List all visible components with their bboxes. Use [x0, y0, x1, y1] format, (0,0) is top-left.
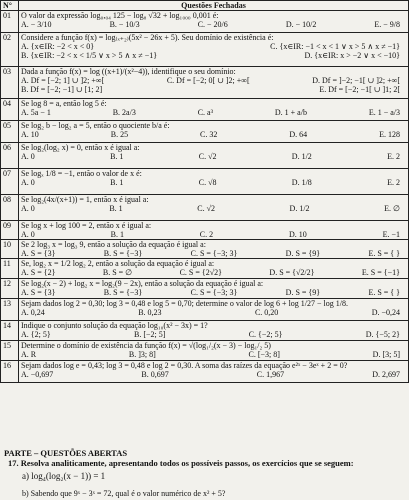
option[interactable]: B. 0,697 [141, 370, 169, 379]
question-number: 01 [1, 11, 19, 33]
question-number: 16 [1, 361, 19, 383]
option[interactable]: E. Df = [−2; −1[ ∪ ]1; 2[ [319, 85, 400, 94]
option[interactable]: D. 1 + a/b [274, 108, 307, 117]
option[interactable]: D. Df = ]−2; −1[ ∪ ]2; +∞[ [312, 76, 400, 85]
question-row [1, 169, 409, 195]
option[interactable]: E. 128 [379, 130, 400, 139]
question-number: 06 [1, 143, 19, 169]
option[interactable]: A. −0,697 [21, 370, 54, 379]
option[interactable]: C. √8 [198, 178, 217, 187]
question-row [1, 33, 409, 67]
option[interactable]: D. 1/8 [291, 178, 312, 187]
question-statement: Se log x + log 100 = 2, então x é igual a: [21, 221, 152, 230]
question-statement: Dada a função f(x) = log ((x+1)/(x²−4)), identifique o seu domínio: [21, 67, 236, 76]
option[interactable]: A. 5a − 1 [21, 108, 51, 117]
option[interactable]: D. S = {9} [285, 288, 321, 297]
options-row [21, 204, 406, 213]
option[interactable]: D. 10 [288, 230, 307, 239]
question-cell [19, 67, 409, 99]
question-number: 04 [1, 99, 19, 121]
option[interactable]: C. 32 [200, 130, 218, 139]
table-header [1, 1, 409, 11]
question-number: 14 [1, 321, 19, 341]
options-row [21, 288, 406, 297]
question-row [1, 240, 409, 259]
option[interactable]: E. − 9/8 [374, 20, 400, 29]
question-row [1, 361, 409, 383]
section-title: PARTE – QUESTÕES ABERTAS [4, 448, 128, 458]
question-row [1, 279, 409, 299]
question-statement: Se log₂(log₂ x) = 0, então x é igual a: [21, 143, 140, 152]
options-row [21, 108, 406, 117]
question-cell [19, 143, 409, 169]
question-cell [19, 99, 409, 121]
option[interactable]: B. 1 [110, 152, 124, 161]
option[interactable]: C. S = {−3; 3} [190, 288, 238, 297]
option[interactable]: B. S = {−3} [103, 288, 143, 297]
option[interactable]: A. 10 [21, 130, 39, 139]
option[interactable]: A. S = {3} [21, 249, 56, 258]
question-row [1, 299, 409, 321]
header-num: N° [1, 1, 19, 11]
question-number: 12 [1, 279, 19, 299]
option[interactable]: E. S = { } [368, 249, 400, 258]
question-row [1, 99, 409, 121]
option[interactable]: C. [−3; 8] [248, 350, 280, 359]
option[interactable]: C. − 20/6 [197, 20, 228, 29]
question-cell [19, 321, 409, 341]
option[interactable]: E. 2 [387, 152, 400, 161]
question-number: 07 [1, 169, 19, 195]
option[interactable]: A. 0 [21, 178, 35, 187]
question-row [1, 143, 409, 169]
option[interactable]: D. S = {√2/2} [269, 268, 315, 277]
question-row [1, 11, 409, 33]
option[interactable]: B. Df = [−2; −1] ∪ [1; 2] [21, 85, 103, 94]
question-cell [19, 341, 409, 361]
option[interactable]: A. {x∈IR: −2 < x < 0} [21, 42, 95, 51]
question-row [1, 259, 409, 279]
option[interactable]: B. S = {−3} [103, 249, 143, 258]
option[interactable]: B. − 10/3 [109, 20, 140, 29]
options-row [21, 85, 406, 94]
question-statement: O valor da expressão log₀,₀₄ 125 − log₈ √32 + log₁₀₀₀ 0,001 é: [21, 11, 219, 20]
option[interactable]: B. 25 [110, 130, 129, 139]
option[interactable]: C. S = {−3; 3} [190, 249, 238, 258]
question-number: 03 [1, 67, 19, 99]
question-cell [19, 195, 409, 221]
option[interactable]: B. S = ∅ [102, 268, 133, 277]
question-statement: Se log₂(x − 2) + log₂ x = log₂(9 − 2x), então a solução da equação é igual a: [21, 279, 264, 288]
question-statement: Se 2 log₃ x = log₃ 9, então a solução da equação é igual a: [21, 240, 206, 249]
option[interactable]: D. 1/2 [289, 204, 310, 213]
question-row [1, 341, 409, 361]
question-number: 15 [1, 341, 19, 361]
option[interactable]: E. ∅ [384, 204, 400, 213]
option[interactable]: B. 1 [110, 230, 124, 239]
question-statement: Indique o conjunto solução da equação log₁₀(x² − 3x) = 1? [21, 321, 208, 330]
question-row [1, 67, 409, 99]
question-cell [19, 361, 409, 383]
option[interactable]: A. − 3/10 [21, 20, 52, 29]
question-cell [19, 259, 409, 279]
question-number: 08 [1, 195, 19, 221]
option[interactable]: C. a³ [197, 108, 213, 117]
option[interactable]: B. 1 [110, 178, 124, 187]
question-cell [19, 221, 409, 240]
options-row [21, 268, 406, 277]
option[interactable]: C. 1,967 [256, 370, 285, 379]
question-number: 13 [1, 299, 19, 321]
option[interactable]: A. 0 [21, 152, 35, 161]
option[interactable]: D. −0,24 [371, 308, 400, 317]
option[interactable]: A. 0 [21, 204, 35, 213]
question-statement: Sejam dados log e = 0,43; log 3 = 0,48 e log 2 = 0,30. A soma das raízes da equação e²ˣ − 3eˣ + 2 = 0? [21, 361, 348, 370]
option[interactable]: B. [−2; 5] [134, 330, 166, 339]
option[interactable]: C. Df = [−2; 0[ ∪ ]2; +∞[ [166, 76, 250, 85]
options-row [21, 76, 406, 85]
question-statement: Se, log₂ x = 1/2 log₂ 2, então a solução da equação é igual a: [21, 259, 215, 268]
options-row [21, 178, 406, 187]
option[interactable]: C. 0,20 [254, 308, 279, 317]
option[interactable]: A. S = {3} [21, 288, 56, 297]
option[interactable]: D. {−5; 2} [365, 330, 400, 339]
option[interactable]: E. S = { } [368, 288, 400, 297]
options-row [21, 51, 406, 60]
question-statement: Determine o domínio de existência da função f(x) = √(log₁/₂(x − 3) − log₁/₂ 5) [21, 341, 271, 350]
option[interactable]: D. 64 [289, 130, 308, 139]
options-row [21, 249, 406, 258]
option[interactable]: D. 1/2 [291, 152, 312, 161]
option[interactable]: C. {−2; 5} [248, 330, 283, 339]
question-cell [19, 299, 409, 321]
question-number: 09 [1, 221, 19, 240]
options-row [21, 330, 406, 339]
question-statement: Se log 8 = a, então log 5 é: [21, 99, 107, 108]
options-row [21, 350, 406, 359]
question-statement: Se logₓ 1/8 = −1, então o valor de x é: [21, 169, 142, 178]
options-row [21, 152, 406, 161]
option[interactable]: A. {2; 5} [21, 330, 51, 339]
question-cell [19, 121, 409, 143]
option[interactable]: A. Df = [−2; 1] ∪ ]2; +∞[ [21, 76, 105, 85]
option[interactable]: C. S = {2√2} [179, 268, 222, 277]
options-row [21, 308, 406, 317]
question-row [1, 221, 409, 240]
option[interactable]: C. √2 [198, 152, 217, 161]
option[interactable]: C. √2 [197, 204, 215, 213]
question-cell [19, 33, 409, 67]
options-row [21, 20, 406, 29]
question-cell [19, 279, 409, 299]
option[interactable]: A. R [21, 350, 37, 359]
question-number: 10 [1, 240, 19, 259]
option[interactable]: E. 2 [387, 178, 400, 187]
question-cell [19, 11, 409, 33]
options-row [21, 42, 406, 51]
question-statement: Sejam dados log 2 = 0,30; log 3 = 0,48 e log 5 = 0,70; determine o valor de log 6 + log 1/27 − log 1/8. [21, 299, 348, 308]
question-statement: Se log₂(4x/(x+1)) = 1, então x é igual a: [21, 195, 149, 204]
question-row [1, 195, 409, 221]
option[interactable]: E. −1 [382, 230, 400, 239]
option[interactable]: D. {x∈IR: x > −2 ∨ x < −10} [304, 51, 400, 60]
sub-question-a: a) log₄(log₂(x − 1)) = 1 [22, 471, 106, 481]
sub-question-b: b) Sabendo que 9ˣ − 3ˣ = 72, qual é o valor numérico de x² + 5? [22, 489, 226, 498]
option[interactable]: C. 2 [199, 230, 214, 239]
option[interactable]: C. {x∈IR: −1 < x < 1 ∨ x > 5 ∧ x ≠ −1} [270, 42, 400, 51]
option[interactable]: B. 0,23 [138, 308, 162, 317]
question-cell [19, 169, 409, 195]
question-row [1, 321, 409, 341]
option[interactable]: A. 0 [21, 230, 35, 239]
option[interactable]: A. 0,24 [21, 308, 45, 317]
instruction: 17. Resolva analiticamente, apresentando todos os possíveis passos, os exercícios que se seguem: [8, 458, 354, 468]
question-statement: Considere a função f(x) = log₍ₓ₊₂₎(5x² − 26x + 5). Seu domínio de existência é: [21, 33, 274, 42]
option[interactable]: D. [3; 5] [372, 350, 400, 359]
option[interactable]: B. 1 [109, 204, 123, 213]
option[interactable]: E. 1 − a/3 [368, 108, 400, 117]
question-statement: Se log₂ b − log₂ a = 5, então o quociente b/a é: [21, 121, 170, 130]
option[interactable]: D. 2,697 [372, 370, 400, 379]
option[interactable]: D. S = {9} [285, 249, 321, 258]
option[interactable]: B. {x∈IR: −2 < x < 1/5 ∨ x > 5 ∧ x ≠ −1} [21, 51, 158, 60]
option[interactable]: D. − 10/2 [285, 20, 317, 29]
question-number: 02 [1, 33, 19, 67]
question-cell [19, 240, 409, 259]
question-number: 05 [1, 121, 19, 143]
options-row [21, 230, 406, 239]
option[interactable]: A. S = {2} [21, 268, 56, 277]
header-title: Questões Fechadas [19, 1, 409, 11]
question-row [1, 121, 409, 143]
options-row [21, 130, 406, 139]
option[interactable]: B. ]3; 8] [128, 350, 156, 359]
option[interactable]: E. S = {−1} [361, 268, 400, 277]
options-row [21, 370, 406, 379]
option[interactable]: B. 2a/3 [112, 108, 136, 117]
question-number: 11 [1, 259, 19, 279]
